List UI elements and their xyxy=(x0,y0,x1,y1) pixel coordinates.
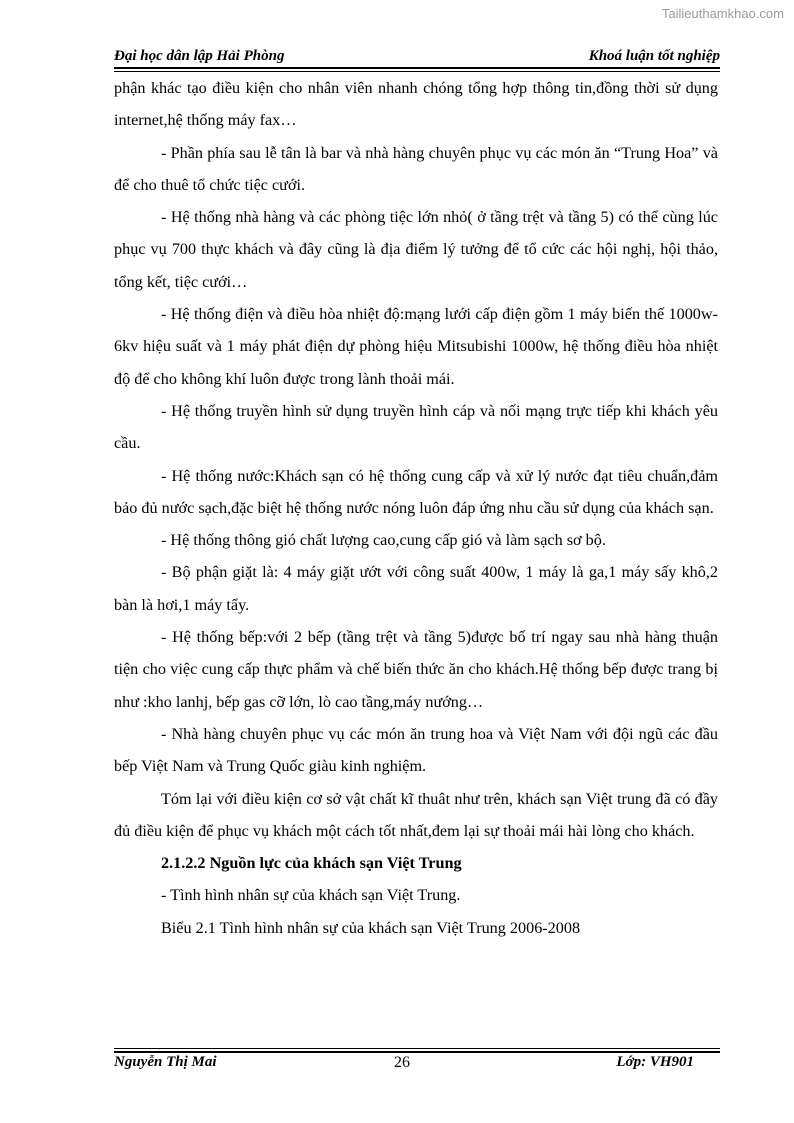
header-thesis-label: Khoá luận tốt nghiệp xyxy=(588,48,720,64)
page-number: 26 xyxy=(394,1054,410,1071)
paragraph: phận khác tạo điều kiện cho nhân viên nhanh chóng tổng hợp thông tin,đồng thời sử dụng internet,hệ thống máy fax… xyxy=(114,79,718,130)
table-caption: Biểu 2.1 Tình hình nhân sự của khách sạn Việt Trung 2006-2008 xyxy=(161,918,581,937)
paragraph: - Hệ thống bếp:với 2 bếp (tầng trệt và tầng 5)được bố trí ngay sau nhà hàng thuận tiện cho việc cung cấp thực phẩm và chế biến thức ăn cho khách.Hệ thống bếp được trang bị như :kho lanhj, bếp gas cỡ lớn, lò cao tầng,máy nướng… xyxy=(114,628,718,711)
paragraph: - Nhà hàng chuyên phục vụ các món ăn trung hoa và Việt Nam với đội ngũ các đầu bếp Việt Nam và Trung Quốc giàu kinh nghiệm. xyxy=(114,724,718,776)
footer-rule-thin xyxy=(114,1048,720,1049)
footer-author: Nguyễn Thị Mai xyxy=(114,1054,217,1070)
footer-rule-thick xyxy=(114,1051,720,1053)
watermark: Tailieuthamkhao.com xyxy=(661,6,784,21)
footer-class: Lớp: VH901 xyxy=(616,1054,694,1070)
page-footer xyxy=(114,1054,720,1076)
page-header xyxy=(114,48,720,68)
paragraph: - Hệ thống điện và điều hòa nhiệt độ:mạng lưới cấp điện gồm 1 máy biến thế 1000w-6kv hiệu suất và 1 máy phát điện dự phòng hiệu Mitsubishi 1000w, hệ thống điều hòa nhiệt độ để cho không khí luôn được trong lành thoải mái. xyxy=(114,305,718,388)
paragraph: - Hệ thống nhà hàng và các phòng tiệc lớn nhỏ( ở tầng trệt và tầng 5) có thể cùng lúc phục vụ 700 thực khách và đây cũng là địa điểm lý tưởng để tổ cức các hội nghị, hội thảo, tổng kết, tiệc cưới… xyxy=(114,208,718,291)
paragraph: - Hệ thống nước:Khách sạn có hệ thống cung cấp và xử lý nước đạt tiêu chuẩn,đảm bảo đủ nước sạch,đặc biệt hệ thống nước nóng luôn đáp ứng nhu cầu sử dụng của khách sạn. xyxy=(114,466,718,517)
header-rule-thick xyxy=(114,67,720,69)
paragraph: - Tình hình nhân sự của khách sạn Việt Trung. xyxy=(161,886,461,905)
paragraph: - Hệ thống truyền hình sử dụng truyền hình cáp và nối mạng trực tiếp khi khách yêu cầu. xyxy=(114,401,718,453)
paragraph: - Bộ phận giặt là: 4 máy giặt ướt với công suất 400w, 1 máy là ga,1 máy sấy khô,2 bàn là hơi,1 máy tẩy. xyxy=(114,563,718,614)
document-body xyxy=(114,72,718,944)
section-heading: 2.1.2.2 Nguồn lực của khách sạn Việt Trung xyxy=(161,854,462,873)
paragraph: - Phần phía sau lễ tân là bar và nhà hàng chuyên phục vụ các món ăn “Trung Hoa” và để cho thuê tổ chức tiệc cưới. xyxy=(114,143,718,194)
paragraph: Tóm lại với điều kiện cơ sở vật chất kĩ thuât như trên, khách sạn Việt trung đã có đầy đủ điều kiện để phục vụ khách một cách tốt nhất,đem lại sự thoải mái hài lòng cho khách. xyxy=(114,789,718,840)
header-university: Đại học dân lập Hải Phòng xyxy=(114,48,285,64)
paragraph: - Hệ thống thông gió chất lượng cao,cung cấp gió và làm sạch sơ bộ. xyxy=(161,531,606,550)
